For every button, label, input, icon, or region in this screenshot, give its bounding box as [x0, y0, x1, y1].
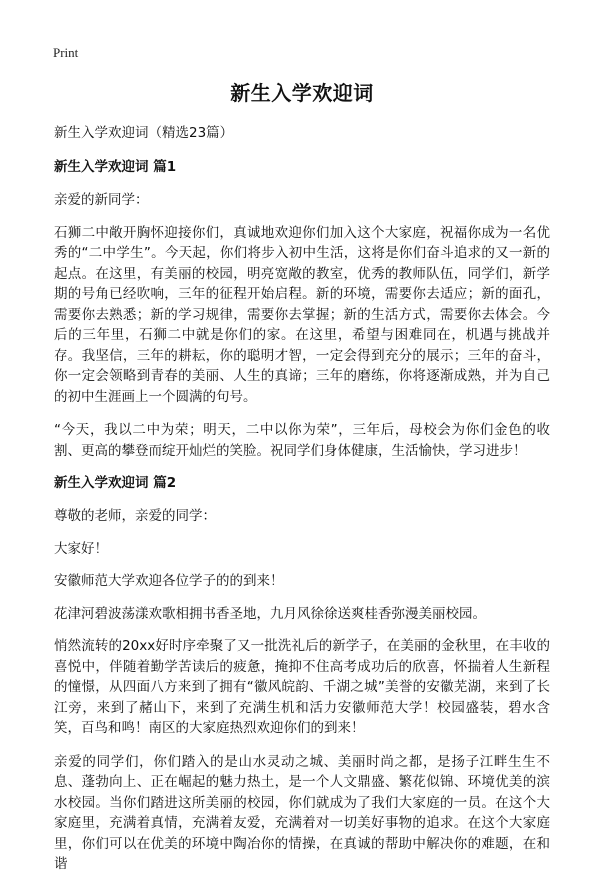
- page-title: 新生入学欢迎词: [230, 81, 374, 105]
- section-2-greeting: 尊敬的老师，亲爱的同学：: [54, 508, 216, 524]
- section-1-greeting: 亲爱的新同学：: [54, 192, 149, 208]
- section-2-paragraph: 悄然流转的20xx好时序牵聚了又一批洗礼后的新学子，在美丽的金秋里，在丰收的喜悦中，伴随着勤学苦读后的疲惫，掩抑不住高考成功后的欣喜，怀揣着人生新程的憧憬，从四面八方来到了拥有“徽风皖韵、千湖之城”美誉的安徽芜湖，来到了长江旁，来到了赭山下，来到了充满生机和活力安徽师范大学！校园盛装，碧水含笑，百鸟和鸣！南区的大家庭热烈欢迎你们的到来！: [54, 638, 550, 736]
- section-2-heading: 新生入学欢迎词 篇2: [54, 475, 177, 491]
- document-body: [54, 80, 550, 888]
- section-2-paragraph: 安徽师范大学欢迎各位学子的的到来！: [54, 573, 284, 589]
- section-1-paragraph: 石狮二中敞开胸怀迎接你们，真诚地欢迎你们加入这个大家庭，祝福你成为一名优秀的“二中学生”。今天起，你们将步入初中生活，这将是你们奋斗追求的又一新的起点。在这里，有美丽的校园，明亮宽敞的教室，优秀的教师队伍，同学们，新学期的号角已经吹响，三年的征程开始启程。新的环境，需要你去适应；新的面孔，需要你去熟悉；新的学习规律，需要你去掌握；新的生活方式，需要你去体会。今后的三年里，石狮二中就是你们的家。在这里，希望与困难同在，机遇与挑战并存。我坚信，三年的耕耘，你的聪明才智，一定会得到充分的展示；三年的奋斗，你一定会领略到青春的美丽、人生的真谛；三年的磨练，你将逐渐成熟，并为自己的初中生涯画上一个圆满的句号。: [54, 224, 550, 405]
- section-2-paragraph: 大家好！: [54, 540, 108, 557]
- section-2-paragraph: 亲爱的同学们，你们踏入的是山水灵动之城、美丽时尚之都，是扬子江畔生生不息、蓬勃向上、正在崛起的魅力热土，是一个人文鼎盛、繁花似锦、环境优美的滨水校园。当你们踏进这所美丽的校园，你们就成为了我们大家庭的一员。在这个大家庭里，充满着真情，充满着友爱，充满着对一切美好事物的追求。在这个大家庭里，你们可以在优美的环境中陶冶你的情操，在真诚的帮助中解决你的难题，在和谐: [54, 753, 550, 872]
- section-1-heading: 新生入学欢迎词 篇1: [54, 159, 177, 175]
- print-link[interactable]: Print: [53, 45, 79, 60]
- section-2-paragraph: 花津河碧波荡漾欢歌相拥书香圣地，九月风徐徐送爽桂香弥漫美丽校园。: [54, 605, 486, 622]
- document-subtitle: 新生入学欢迎词（精选23篇）: [54, 125, 234, 141]
- section-1-paragraph: “今天，我以二中为荣；明天，二中以你为荣”，三年后，母校会为你们金色的收割、更高的攀登而绽开灿烂的笑脸。祝同学们身体健康，生活愉快，学习进步！: [54, 422, 550, 459]
